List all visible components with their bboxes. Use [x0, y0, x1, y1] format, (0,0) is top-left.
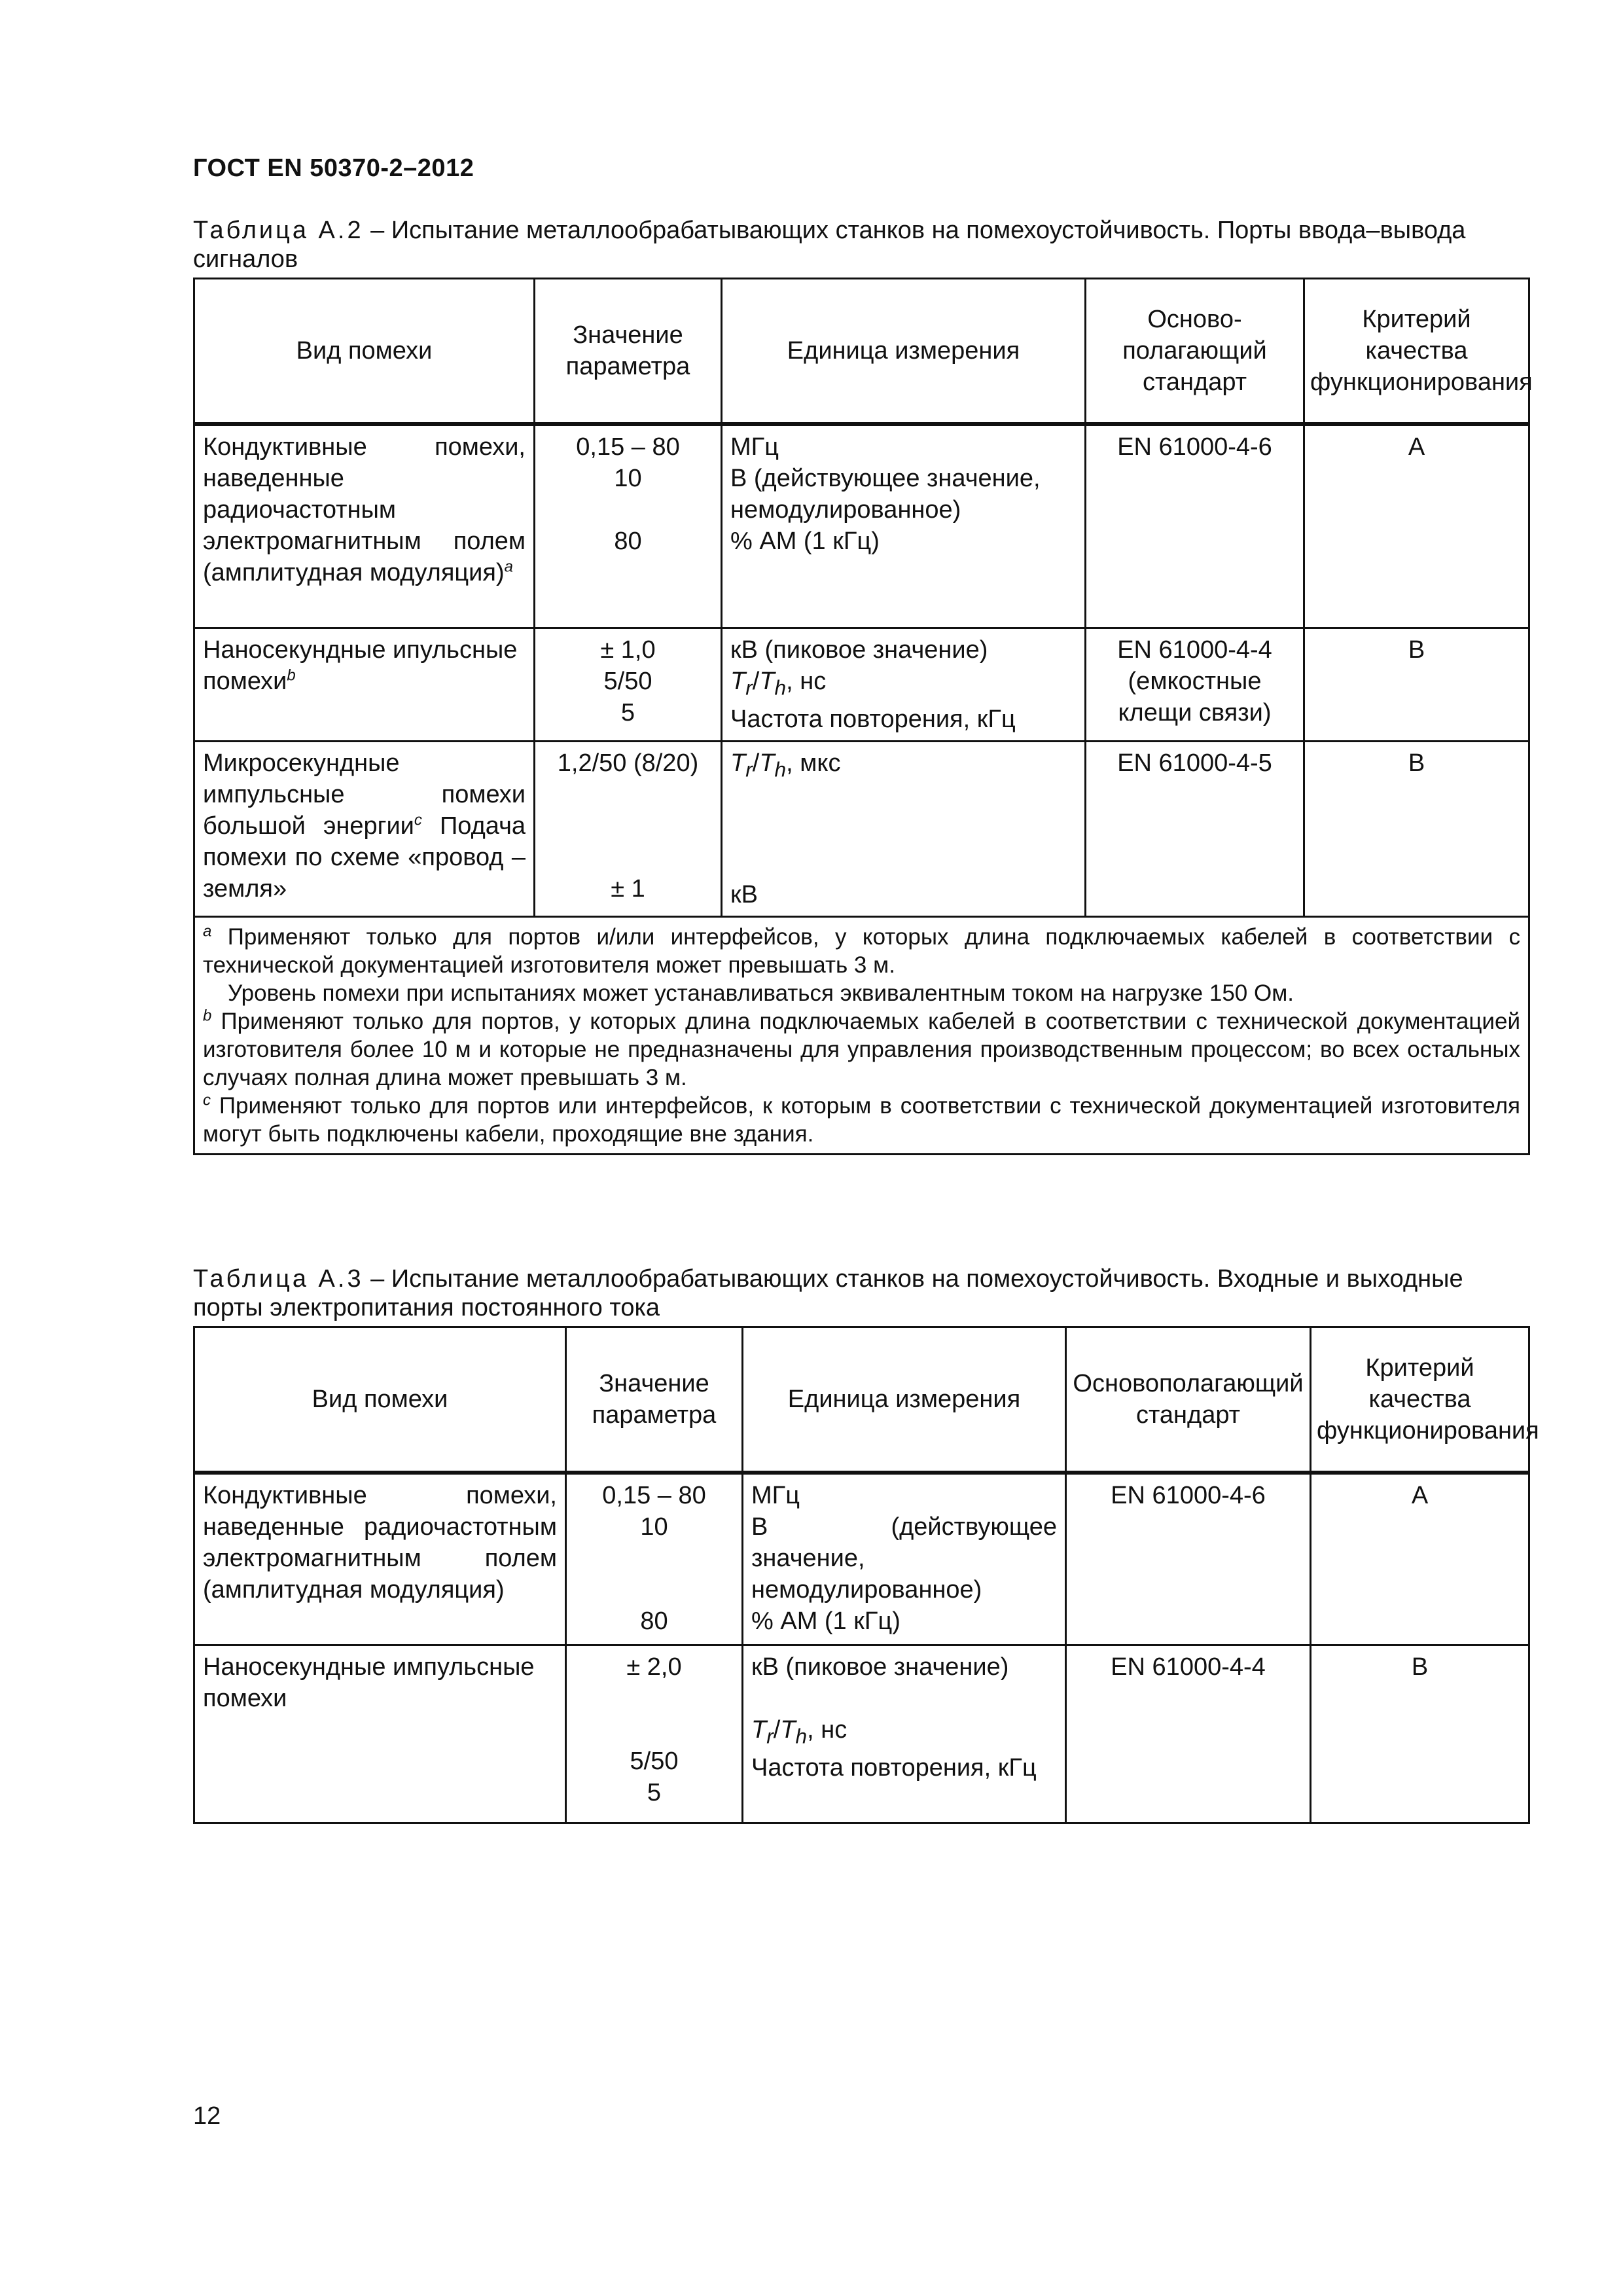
table-a3-header-unit: Единица измерения: [743, 1327, 1066, 1473]
table-a3-header-criterion: Критерий качества функционирования: [1311, 1327, 1529, 1473]
table-a2-r3-value: [535, 741, 722, 917]
table-a2-notes-row: [194, 917, 1529, 1155]
unit-line: % АМ (1 кГц): [730, 527, 880, 555]
table-a2-r1-standard: EN 61000-4-6: [1086, 424, 1304, 628]
table-a2-caption-label: Таблица А.2: [193, 217, 364, 244]
table-a2-caption-text: – Испытание металлообрабатывающих станков на помехоустойчивость. Порты ввода–вывода сигналов: [193, 217, 1466, 273]
table-a3-r1-standard: EN 61000-4-6: [1066, 1473, 1311, 1645]
unit-line: Частота повторения, кГц: [751, 1753, 1037, 1782]
table-a3-header-value: Значение параметра: [566, 1327, 743, 1473]
table-a2-header-row: [194, 279, 1529, 424]
unit-line: Частота повторения, кГц: [730, 705, 1016, 733]
unit-line-timing: $T_r/T_h$, нс: [751, 1716, 847, 1748]
table-a2-header-criterion: Критерий качества функционирования: [1304, 279, 1529, 424]
table-a2-r2-unit: [722, 628, 1086, 742]
value-line: 80: [614, 527, 642, 555]
table-a3-header-row: [194, 1327, 1529, 1473]
table-a3-caption-label: Таблица А.3: [193, 1265, 364, 1293]
document-code: ГОСТ EN 50370-2–2012: [193, 154, 474, 182]
table-a2-r2-criterion: В: [1304, 628, 1529, 742]
value-line: 1,2/50 (8/20): [557, 749, 699, 777]
cell-text: Микросекундные импульсные помехи большой энергии: [203, 749, 526, 840]
table-a2-header-standard: Осново-полагающий стандарт: [1086, 279, 1304, 424]
unit-line: В (действующее значение, немодулированное): [730, 464, 1041, 524]
value-line: 0,15 – 80: [602, 1481, 706, 1509]
unit-line: кВ: [730, 881, 758, 909]
table-a2-r3-type: [194, 741, 535, 917]
table-a3: [193, 1326, 1539, 1824]
table-a3-caption-text: – Испытание металлообрабатывающих станков на помехоустойчивость. Входные и выходные порты электропитания постоянного тока: [193, 1265, 1463, 1321]
unit-line: кВ (пиковое значение): [751, 1653, 1009, 1681]
table-a2-r3-criterion: В: [1304, 741, 1529, 917]
table-a3-r2-unit: [743, 1645, 1066, 1823]
cell-text: Наносекундные ипульсные помехи: [203, 636, 518, 695]
table-row: [194, 741, 1529, 917]
table-a2-header-type: Вид помехи: [194, 279, 535, 424]
table-a2-header-value: Значение параметра: [535, 279, 722, 424]
unit-line-timing: $T_r/T_h$, нс: [730, 668, 827, 700]
table-row: [194, 1473, 1529, 1645]
note-b: $^b$ Применяют только для портов, у которых длина подключаемых кабелей в соответствии с технической документацией изготовителя более 10 м и которые не предназначены для управления производственным процессом; во всех остальных случаях полная длина может превышать 3 м.: [203, 1007, 1520, 1091]
value-line: 5/50: [603, 668, 652, 695]
value-line: 0,15 – 80: [576, 433, 680, 461]
table-a2-notes: [194, 917, 1529, 1155]
unit-line: % АМ (1 кГц): [751, 1607, 901, 1635]
table-row: [194, 1645, 1529, 1823]
table-a2-r2-type: [194, 628, 535, 742]
table-a2-r1-value: [535, 424, 722, 628]
value-line: ± 1: [611, 874, 645, 903]
note-c: $^c$ Применяют только для портов или интерфейсов, к которым в соответствии с технической документацией изготовителя могут быть подключены кабели, проходящие вне здания.: [203, 1091, 1520, 1147]
table-row: [194, 628, 1529, 742]
table-a2-r1-unit: [722, 424, 1086, 628]
table-a2-r1-type: [194, 424, 535, 628]
value-line: 80: [640, 1607, 668, 1635]
table-a2-r3-standard: EN 61000-4-5: [1086, 741, 1304, 917]
value-line: 5: [620, 699, 635, 726]
footnote-mark: a: [504, 557, 513, 575]
unit-line: кВ (пиковое значение): [730, 636, 988, 664]
value-line: 10: [640, 1513, 668, 1541]
value-line: ± 1,0: [600, 636, 656, 664]
value-line: ± 2,0: [626, 1653, 682, 1681]
unit-line: МГц: [751, 1481, 800, 1509]
table-a2-r3-unit: [722, 741, 1086, 917]
table-a2-header-unit: Единица измерения: [722, 279, 1086, 424]
value-line: 5: [647, 1779, 662, 1806]
cell-text: Кондуктивные помехи, наведенные радиочастотным электромагнитным полем (амплитудная модуляция): [203, 433, 526, 586]
table-a3-caption: [193, 1265, 1495, 1322]
note-a-2: Уровень помехи при испытаниях может устанавливаться эквивалентным током на нагрузке 150 Ом.: [228, 980, 1294, 1007]
table-a2-r2-value: [535, 628, 722, 742]
footnote-mark: b: [287, 666, 296, 685]
table-a3-r2-type: Наносекундные импульсные помехи: [194, 1645, 566, 1823]
value-line: 5/50: [630, 1748, 679, 1775]
table-a3-r2-standard: EN 61000-4-4: [1066, 1645, 1311, 1823]
table-a3-r1-value: [566, 1473, 743, 1645]
cell-text-extra: Подача помехи по схеме «провод – земля»: [203, 812, 526, 903]
note-a: $^a$ Применяют только для портов и/или интерфейсов, у которых длина подключаемых кабелей в соответствии с технической документацией изготовителя может превышать 3 м.: [203, 922, 1520, 978]
table-a2: [193, 278, 1533, 1155]
table-a3-header-standard: Основополагающий стандарт: [1066, 1327, 1311, 1473]
unit-line: В (действующее значение, немодулированное): [751, 1513, 1057, 1604]
table-a3-r2-criterion: В: [1311, 1645, 1529, 1823]
table-a2-caption: [193, 216, 1495, 274]
table-a3-r1-type: Кондуктивные помехи, наведенные радиочастотным электромагнитным полем (амплитудная модуляция): [194, 1473, 566, 1645]
unit-line-timing: $T_r/T_h$, мкс: [730, 749, 841, 781]
footnote-mark: c: [414, 810, 422, 829]
page-number: 12: [193, 2102, 221, 2130]
table-a3-r2-value: [566, 1645, 743, 1823]
table-a3-r1-criterion: А: [1311, 1473, 1529, 1645]
table-a2-r2-standard: EN 61000-4-4 (емкостные клещи связи): [1086, 628, 1304, 742]
table-a3-header-type: Вид помехи: [194, 1327, 566, 1473]
table-a3-r1-unit: [743, 1473, 1066, 1645]
unit-line: МГц: [730, 433, 779, 461]
table-row: [194, 424, 1529, 628]
value-line: 10: [614, 464, 642, 492]
table-a2-r1-criterion: А: [1304, 424, 1529, 628]
